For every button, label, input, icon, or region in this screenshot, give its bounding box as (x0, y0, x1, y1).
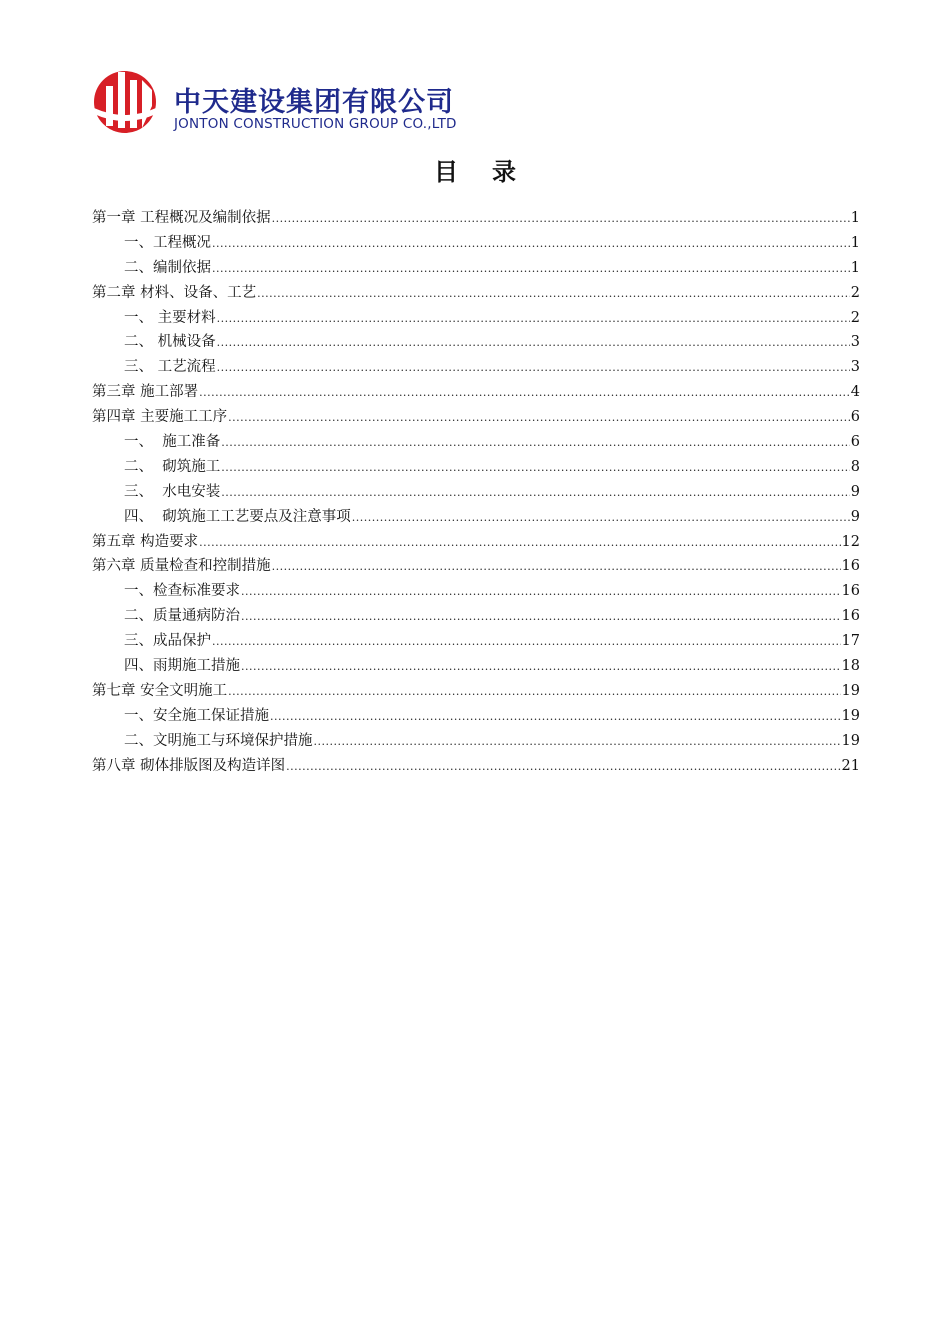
toc-dot-leader (270, 705, 841, 730)
toc-dot-leader (217, 356, 850, 381)
toc-entry-page: 3 (850, 334, 860, 351)
toc-entry-label: 二、编制依据 (124, 259, 211, 276)
toc-entry[interactable] (92, 430, 860, 455)
toc-dot-leader (217, 331, 850, 356)
page-title: 目录 (434, 157, 550, 186)
toc-entry-label: 三、 水电安装 (124, 483, 221, 500)
toc-entry[interactable] (92, 505, 860, 530)
toc-dot-leader (221, 456, 850, 481)
toc-dot-leader (228, 406, 850, 431)
toc-dot-leader (228, 680, 840, 705)
toc-entry-page: 1 (850, 234, 860, 251)
toc-entry[interactable] (92, 330, 860, 355)
toc-entry-label: 一、安全施工保证措施 (124, 707, 269, 724)
toc-entry-page: 1 (850, 210, 860, 226)
toc-entry-page: 9 (850, 483, 860, 500)
toc-entry[interactable] (92, 306, 860, 331)
toc-entry-page: 18 (841, 658, 860, 675)
toc-entry[interactable] (92, 754, 860, 779)
toc-dot-leader (212, 630, 841, 655)
toc-dot-leader (286, 755, 840, 780)
toc-entry-label: 一、检查标准要求 (124, 583, 240, 600)
toc-entry[interactable] (92, 231, 860, 256)
company-name-cn: 中天建设集团有限公司 (174, 87, 454, 118)
toc-entry[interactable] (92, 455, 860, 480)
toc-entry[interactable] (92, 281, 860, 306)
toc-dot-leader (221, 431, 850, 456)
toc-dot-leader (314, 730, 841, 755)
toc-entry-label: 一、工程概况 (124, 234, 211, 251)
toc-dot-leader (241, 655, 841, 680)
toc-entry-label: 第六章 质量检查和控制措施 (92, 558, 271, 575)
toc-entry-label: 第一章 工程概况及编制依据 (92, 210, 271, 226)
toc-entry-page: 4 (850, 384, 860, 401)
toc-dot-leader (217, 307, 850, 332)
toc-entry[interactable] (92, 256, 860, 281)
toc-entry-page: 6 (850, 434, 860, 451)
toc-entry[interactable] (92, 355, 860, 380)
toc-entry-label: 第二章 材料、设备、工艺 (92, 284, 257, 301)
toc-entry-page: 2 (850, 284, 860, 301)
toc-entry-label: 第五章 构造要求 (92, 533, 199, 550)
toc-entry-label: 二、质量通病防治 (124, 608, 240, 625)
toc-entry-page: 19 (841, 682, 860, 699)
toc-entry[interactable] (92, 679, 860, 704)
toc-entry-label: 一、 主要材料 (124, 309, 216, 326)
toc-entry[interactable] (92, 554, 860, 579)
toc-dot-leader (241, 580, 841, 605)
toc-entry[interactable] (92, 405, 860, 430)
toc-entry[interactable] (92, 629, 860, 654)
toc-dot-leader (352, 506, 850, 531)
toc-entry-page: 16 (841, 608, 860, 625)
company-logo-mark-icon (90, 66, 160, 134)
toc-entry-label: 一、 施工准备 (124, 434, 221, 451)
toc-dot-leader (212, 257, 850, 282)
toc-entry-page: 21 (841, 757, 860, 774)
toc-entry[interactable] (92, 654, 860, 679)
toc-entry-label: 四、 砌筑施工工艺要点及注意事项 (124, 508, 351, 525)
toc-entry-label: 第四章 主要施工工序 (92, 409, 228, 426)
table-of-contents (92, 206, 860, 778)
company-logo (90, 66, 490, 138)
toc-entry-label: 三、成品保护 (124, 633, 211, 650)
toc-entry[interactable] (92, 206, 860, 231)
toc-entry-page: 17 (841, 633, 860, 650)
toc-entry-page: 2 (850, 309, 860, 326)
toc-entry-page: 8 (850, 458, 860, 475)
toc-dot-leader (241, 605, 841, 630)
toc-entry-page: 12 (841, 533, 860, 550)
toc-entry[interactable] (92, 729, 860, 754)
toc-entry-label: 二、 机械设备 (124, 334, 216, 351)
toc-entry-page: 9 (850, 508, 860, 525)
toc-entry-page: 19 (841, 707, 860, 724)
toc-entry-page: 16 (841, 583, 860, 600)
toc-dot-leader (199, 381, 850, 406)
toc-dot-leader (212, 232, 850, 257)
toc-entry-label: 第八章 砌体排版图及构造详图 (92, 757, 286, 774)
toc-entry-page: 19 (841, 732, 860, 749)
toc-entry-label: 四、雨期施工措施 (124, 658, 240, 675)
toc-entry[interactable] (92, 604, 860, 629)
toc-entry-label: 第三章 施工部署 (92, 384, 199, 401)
toc-dot-leader (221, 481, 850, 506)
toc-entry-label: 第七章 安全文明施工 (92, 682, 228, 699)
toc-entry[interactable] (92, 579, 860, 604)
toc-entry[interactable] (92, 530, 860, 555)
toc-entry-page: 3 (850, 359, 860, 376)
toc-entry-page: 16 (841, 558, 860, 575)
toc-dot-leader (272, 207, 850, 232)
toc-entry[interactable] (92, 704, 860, 729)
toc-entry-label: 三、 工艺流程 (124, 359, 216, 376)
toc-entry[interactable] (92, 480, 860, 505)
toc-dot-leader (257, 282, 850, 307)
toc-dot-leader (272, 555, 841, 580)
company-name-en: JONTON CONSTRUCTION GROUP CO.,LTD (174, 116, 457, 132)
toc-dot-leader (199, 531, 840, 556)
toc-entry-label: 二、 砌筑施工 (124, 458, 221, 475)
toc-entry-page: 6 (850, 409, 860, 426)
toc-entry-page: 1 (850, 259, 860, 276)
toc-entry[interactable] (92, 380, 860, 405)
toc-entry-label: 二、文明施工与环境保护措施 (124, 732, 313, 749)
